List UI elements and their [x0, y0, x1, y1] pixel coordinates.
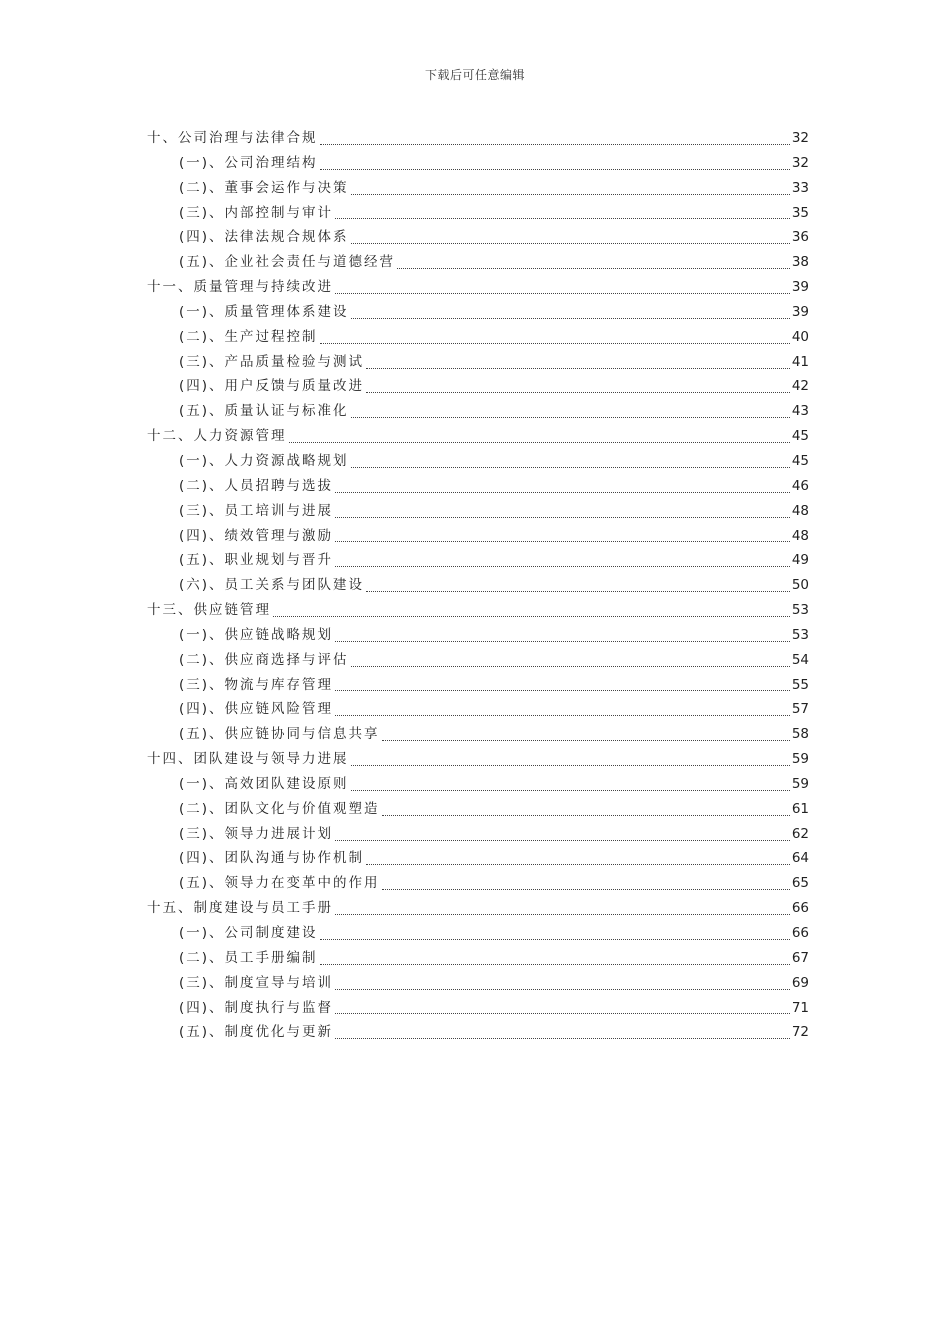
- toc-page-number: 49: [791, 552, 809, 569]
- toc-section-entry[interactable]: [147, 871, 809, 896]
- toc-section-entry[interactable]: [147, 524, 809, 549]
- toc-page-number: 35: [791, 204, 809, 221]
- toc-page-number: 67: [791, 949, 809, 966]
- toc-entry-label: 十五、制度建设与员工手册: [147, 900, 333, 917]
- toc-section-entry[interactable]: [147, 1020, 809, 1045]
- toc-dot-leader: [320, 144, 790, 145]
- toc-section-entry[interactable]: [147, 697, 809, 722]
- toc-entry-label: 十、公司治理与法律合规: [147, 130, 318, 146]
- toc-section-entry[interactable]: [147, 846, 809, 871]
- toc-section-entry[interactable]: [147, 176, 809, 201]
- toc-entry-label: (六)、员工关系与团队建设: [179, 577, 365, 594]
- toc-entry-label: (三)、内部控制与审计: [179, 204, 334, 221]
- toc-page-number: 39: [791, 279, 809, 296]
- toc-page-number: 66: [791, 900, 809, 917]
- toc-page-number: 48: [791, 502, 809, 519]
- toc-page-number: 62: [791, 825, 809, 842]
- table-of-contents: [147, 126, 809, 1045]
- toc-entry-label: (五)、质量认证与标准化: [179, 403, 349, 420]
- toc-dot-leader: [335, 293, 790, 294]
- toc-dot-leader: [335, 1013, 790, 1014]
- toc-section-entry[interactable]: [147, 797, 809, 822]
- toc-entry-label: (四)、团队沟通与协作机制: [179, 850, 365, 867]
- toc-page-number: 65: [791, 875, 809, 892]
- toc-page-number: 72: [791, 1024, 809, 1041]
- toc-entry-label: 十四、团队建设与领导力进展: [147, 751, 349, 768]
- toc-dot-leader: [335, 492, 790, 493]
- toc-entry-label: (五)、企业社会责任与道德经营: [179, 254, 396, 271]
- toc-entry-label: (五)、供应链协同与信息共享: [179, 726, 380, 743]
- toc-dot-leader: [351, 765, 790, 766]
- toc-page-number: 40: [791, 328, 809, 345]
- toc-page-number: 33: [791, 179, 809, 196]
- toc-dot-leader: [335, 541, 790, 542]
- toc-page-number: 64: [791, 850, 809, 867]
- toc-dot-leader: [335, 840, 790, 841]
- toc-section-entry[interactable]: [147, 474, 809, 499]
- toc-page-number: 36: [791, 229, 809, 246]
- toc-entry-label: (四)、供应链风险管理: [179, 701, 334, 718]
- toc-entry-label: (一)、公司制度建设: [179, 925, 318, 941]
- toc-section-entry[interactable]: [147, 151, 809, 176]
- toc-entry-label: (一)、人力资源战略规划: [179, 452, 349, 469]
- toc-entry-label: (五)、职业规划与晋升: [179, 552, 334, 569]
- toc-page-number: 53: [791, 602, 809, 619]
- toc-section-entry[interactable]: [147, 822, 809, 847]
- toc-section-entry[interactable]: [147, 399, 809, 424]
- toc-dot-leader: [273, 616, 790, 617]
- toc-section-entry[interactable]: [147, 449, 809, 474]
- toc-chapter-entry[interactable]: [147, 424, 809, 449]
- toc-page-number: 55: [791, 676, 809, 693]
- toc-dot-leader: [335, 914, 790, 915]
- toc-entry-label: (二)、员工手册编制: [179, 949, 318, 966]
- toc-page-number: 42: [791, 378, 809, 395]
- toc-entry-label: (二)、供应商选择与评估: [179, 651, 349, 668]
- toc-dot-leader: [335, 566, 790, 567]
- toc-section-entry[interactable]: [147, 548, 809, 573]
- toc-page-number: 46: [791, 477, 809, 494]
- toc-entry-label: (五)、制度优化与更新: [179, 1024, 334, 1041]
- toc-section-entry[interactable]: [147, 499, 809, 524]
- toc-entry-label: (一)、供应链战略规划: [179, 626, 334, 643]
- toc-entry-label: (四)、用户反馈与质量改进: [179, 378, 365, 395]
- toc-dot-leader: [351, 194, 790, 195]
- toc-dot-leader: [351, 243, 790, 244]
- toc-section-entry[interactable]: [147, 921, 809, 946]
- toc-dot-leader: [366, 368, 790, 369]
- toc-page-number: 61: [791, 800, 809, 817]
- toc-section-entry[interactable]: [147, 325, 809, 350]
- toc-dot-leader: [351, 790, 790, 791]
- toc-page-number: 59: [791, 775, 809, 792]
- toc-section-entry[interactable]: [147, 996, 809, 1021]
- toc-page-number: 69: [791, 974, 809, 991]
- toc-dot-leader: [335, 517, 790, 518]
- toc-chapter-entry[interactable]: [147, 275, 809, 300]
- toc-page-number: 71: [791, 999, 809, 1016]
- toc-dot-leader: [382, 889, 790, 890]
- toc-page-number: 53: [791, 626, 809, 643]
- toc-page-number: 57: [791, 701, 809, 718]
- toc-entry-label: (三)、产品质量检验与测试: [179, 353, 365, 370]
- toc-entry-label: 十二、人力资源管理: [147, 428, 287, 445]
- toc-entry-label: (三)、物流与库存管理: [179, 676, 334, 693]
- toc-dot-leader: [382, 740, 790, 741]
- toc-entry-label: (三)、员工培训与进展: [179, 502, 334, 519]
- toc-entry-label: (四)、法律法规合规体系: [179, 229, 349, 246]
- toc-section-entry[interactable]: [147, 225, 809, 250]
- toc-dot-leader: [320, 939, 790, 940]
- toc-page-number: 45: [791, 452, 809, 469]
- toc-page-number: 43: [791, 403, 809, 420]
- toc-page-number: 38: [791, 254, 809, 271]
- toc-entry-label: 十三、供应链管理: [147, 602, 271, 619]
- toc-dot-leader: [366, 392, 790, 393]
- toc-dot-leader: [320, 964, 790, 965]
- toc-dot-leader: [335, 715, 790, 716]
- toc-entry-label: (三)、领导力进展计划: [179, 825, 334, 842]
- toc-dot-leader: [320, 169, 790, 170]
- toc-dot-leader: [366, 591, 790, 592]
- toc-section-entry[interactable]: [147, 374, 809, 399]
- toc-section-entry[interactable]: [147, 673, 809, 698]
- toc-entry-label: (二)、董事会运作与决策: [179, 179, 349, 196]
- toc-section-entry[interactable]: [147, 300, 809, 325]
- toc-chapter-entry[interactable]: [147, 598, 809, 623]
- toc-page-number: 39: [791, 303, 809, 320]
- toc-page-number: 32: [791, 130, 809, 146]
- toc-section-entry[interactable]: [147, 250, 809, 275]
- toc-entry-label: (一)、质量管理体系建设: [179, 303, 349, 320]
- toc-dot-leader: [382, 815, 790, 816]
- toc-entry-label: (二)、生产过程控制: [179, 328, 318, 345]
- toc-page-number: 48: [791, 527, 809, 544]
- toc-page-number: 66: [791, 925, 809, 941]
- toc-page-number: 54: [791, 651, 809, 668]
- toc-section-entry[interactable]: [147, 623, 809, 648]
- toc-entry-label: (一)、公司治理结构: [179, 154, 318, 171]
- toc-section-entry[interactable]: [147, 772, 809, 797]
- toc-dot-leader: [351, 666, 790, 667]
- toc-entry-label: (二)、人员招聘与选拔: [179, 477, 334, 494]
- toc-dot-leader: [335, 690, 790, 691]
- toc-entry-label: (三)、制度宣导与培训: [179, 974, 334, 991]
- toc-entry-label: (四)、绩效管理与激励: [179, 527, 334, 544]
- toc-section-entry[interactable]: [147, 971, 809, 996]
- toc-entry-label: 十一、质量管理与持续改进: [147, 279, 333, 296]
- toc-page-number: 41: [791, 353, 809, 370]
- toc-page-number: 32: [791, 154, 809, 171]
- toc-chapter-entry[interactable]: [147, 747, 809, 772]
- toc-dot-leader: [351, 467, 790, 468]
- toc-chapter-entry[interactable]: [147, 126, 809, 151]
- page-header: 下载后可任意编辑: [424, 68, 525, 82]
- toc-section-entry[interactable]: [147, 722, 809, 747]
- toc-dot-leader: [289, 442, 790, 443]
- toc-dot-leader: [335, 641, 790, 642]
- toc-dot-leader: [366, 864, 790, 865]
- toc-entry-label: (四)、制度执行与监督: [179, 999, 334, 1016]
- toc-dot-leader: [320, 343, 790, 344]
- toc-page-number: 58: [791, 726, 809, 743]
- toc-section-entry[interactable]: [147, 573, 809, 598]
- toc-entry-label: (一)、高效团队建设原则: [179, 775, 349, 792]
- toc-entry-label: (五)、领导力在变革中的作用: [179, 875, 380, 892]
- toc-dot-leader: [335, 1038, 790, 1039]
- toc-section-entry[interactable]: [147, 946, 809, 971]
- toc-page-number: 50: [791, 577, 809, 594]
- toc-dot-leader: [335, 218, 790, 219]
- toc-dot-leader: [335, 989, 790, 990]
- toc-dot-leader: [397, 268, 790, 269]
- toc-dot-leader: [351, 318, 790, 319]
- toc-page-number: 59: [791, 751, 809, 768]
- toc-entry-label: (二)、团队文化与价值观塑造: [179, 800, 380, 817]
- toc-page-number: 45: [791, 428, 809, 445]
- toc-dot-leader: [351, 417, 790, 418]
- toc-section-entry[interactable]: [147, 648, 809, 673]
- toc-chapter-entry[interactable]: [147, 896, 809, 921]
- toc-section-entry[interactable]: [147, 201, 809, 226]
- toc-section-entry[interactable]: [147, 350, 809, 375]
